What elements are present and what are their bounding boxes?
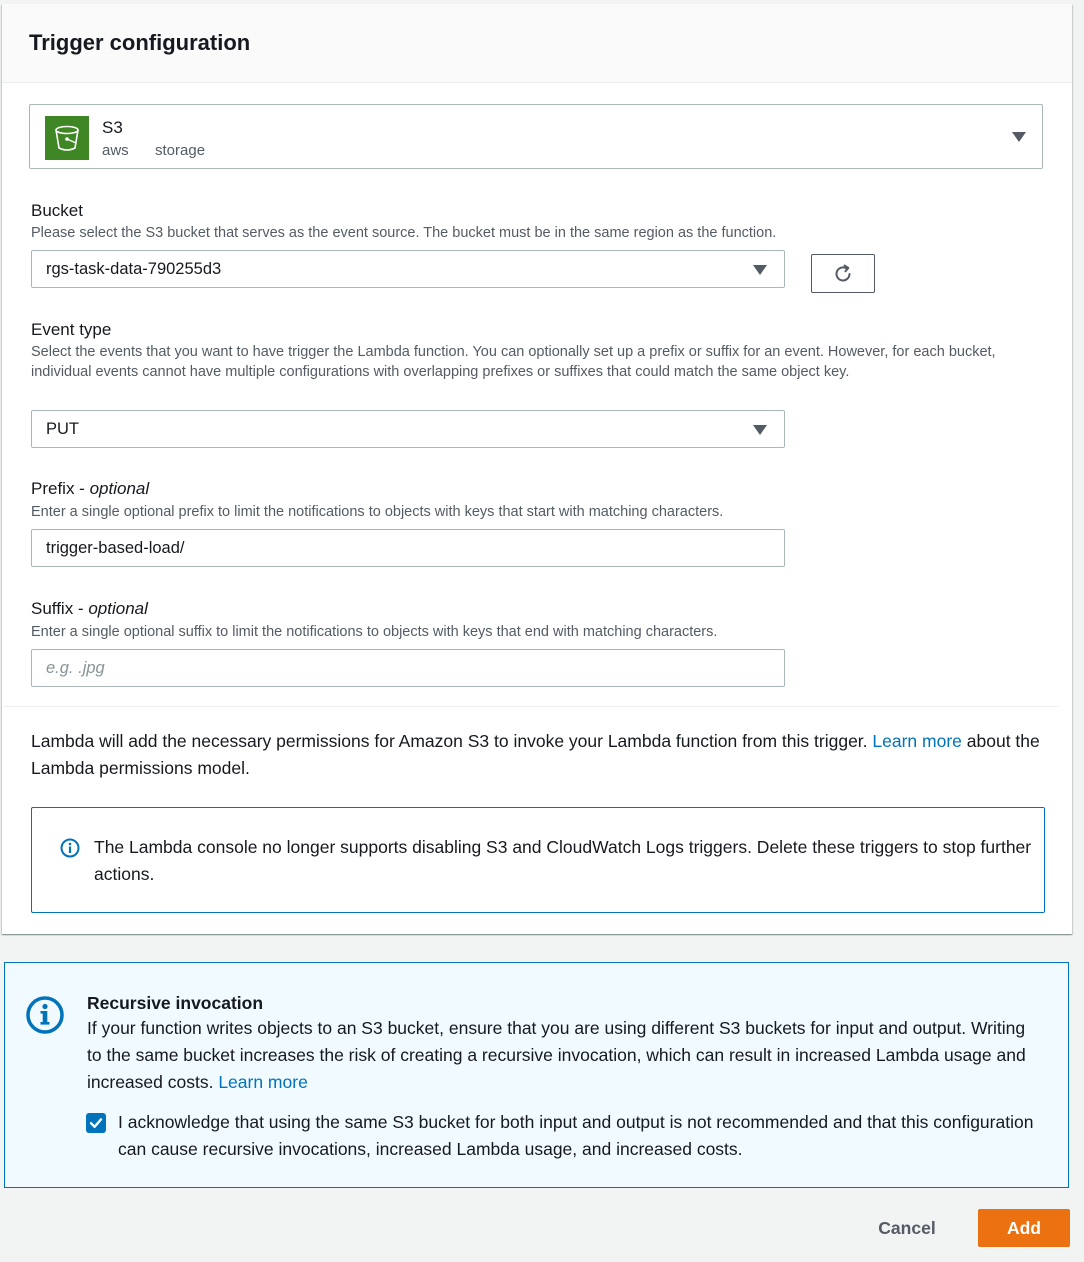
panel-header xyxy=(2,4,1072,83)
learn-more-permissions-link[interactable]: Learn more xyxy=(872,731,962,751)
s3-bucket-icon xyxy=(45,116,89,160)
bucket-description: Please select the S3 bucket that serves as the event source. The bucket must be in the same region as the function. xyxy=(31,225,777,241)
permissions-note: Lambda will add the necessary permissions for Amazon S3 to invoke your Lambda function from this trigger. Learn more about the Lambda permissions model. xyxy=(31,731,1040,778)
refresh-buckets-button[interactable] xyxy=(811,254,875,293)
service-name: S3 xyxy=(102,118,123,137)
caret-down-icon xyxy=(1012,132,1026,142)
bucket-select[interactable] xyxy=(31,250,785,288)
refresh-icon xyxy=(832,263,854,285)
service-tag-storage: storage xyxy=(155,142,206,159)
bucket-label: Bucket xyxy=(31,201,83,220)
section-divider xyxy=(4,706,1058,707)
prefix-input[interactable] xyxy=(31,529,785,567)
prefix-description: Enter a single optional prefix to limit the notifications to objects with keys that start with matching characters. xyxy=(31,504,724,520)
prefix-label: Prefix - optional xyxy=(31,479,150,498)
recursive-invocation-alert xyxy=(4,962,1069,1188)
checkmark-icon xyxy=(89,1116,103,1130)
trigger-source-select[interactable] xyxy=(29,104,1043,169)
suffix-label: Suffix - optional xyxy=(31,599,148,618)
alert-title: Recursive invocation xyxy=(87,993,264,1013)
acknowledge-checkbox[interactable] xyxy=(86,1113,106,1133)
acknowledge-label[interactable]: I acknowledge that using the same S3 bucket for both input and output is not recommended and that this configuration can cause recursive invocations, increased Lambda usage, and increased costs. xyxy=(118,1112,1034,1159)
suffix-input-field[interactable] xyxy=(32,650,784,686)
event-type-value: PUT xyxy=(46,420,79,438)
caret-down-icon xyxy=(753,425,767,435)
learn-more-recursive-link[interactable]: Learn more xyxy=(218,1072,308,1092)
bucket-select-value: rgs-task-data-790255d3 xyxy=(46,260,222,278)
panel-title: Trigger configuration xyxy=(29,30,251,55)
add-button[interactable]: Add xyxy=(978,1209,1070,1247)
alert-body: If your function writes objects to an S3 bucket, ensure that you are using different S3 buckets for input and output. Writing to the same bucket increases the risk of creating a recursive invocation, which can result in increased Lambda usage and increased costs. Learn more xyxy=(87,1018,1026,1092)
info-alert-text: The Lambda console no longer supports disabling S3 and CloudWatch Logs triggers. Delete these triggers to stop further actions. xyxy=(94,837,1032,884)
cancel-button[interactable]: Cancel xyxy=(862,1209,952,1247)
event-type-select[interactable] xyxy=(31,410,785,448)
suffix-input[interactable] xyxy=(31,649,785,687)
caret-down-icon xyxy=(753,265,767,275)
info-icon xyxy=(60,838,80,858)
trigger-configuration-panel xyxy=(2,4,1072,934)
info-alert xyxy=(31,807,1045,913)
prefix-input-field[interactable] xyxy=(32,530,784,566)
event-type-label: Event type xyxy=(31,320,112,339)
event-type-description: Select the events that you want to have trigger the Lambda function. You can optionally set up a prefix or suffix for an event. However, for each bucket, individual events cannot have multiple configurations with overlapping prefixes or suffixes that could match the same object key. xyxy=(31,344,996,380)
info-icon xyxy=(25,995,65,1035)
suffix-description: Enter a single optional suffix to limit the notifications to objects with keys that end with matching characters. xyxy=(31,624,718,640)
service-tag-aws: aws xyxy=(102,142,129,159)
